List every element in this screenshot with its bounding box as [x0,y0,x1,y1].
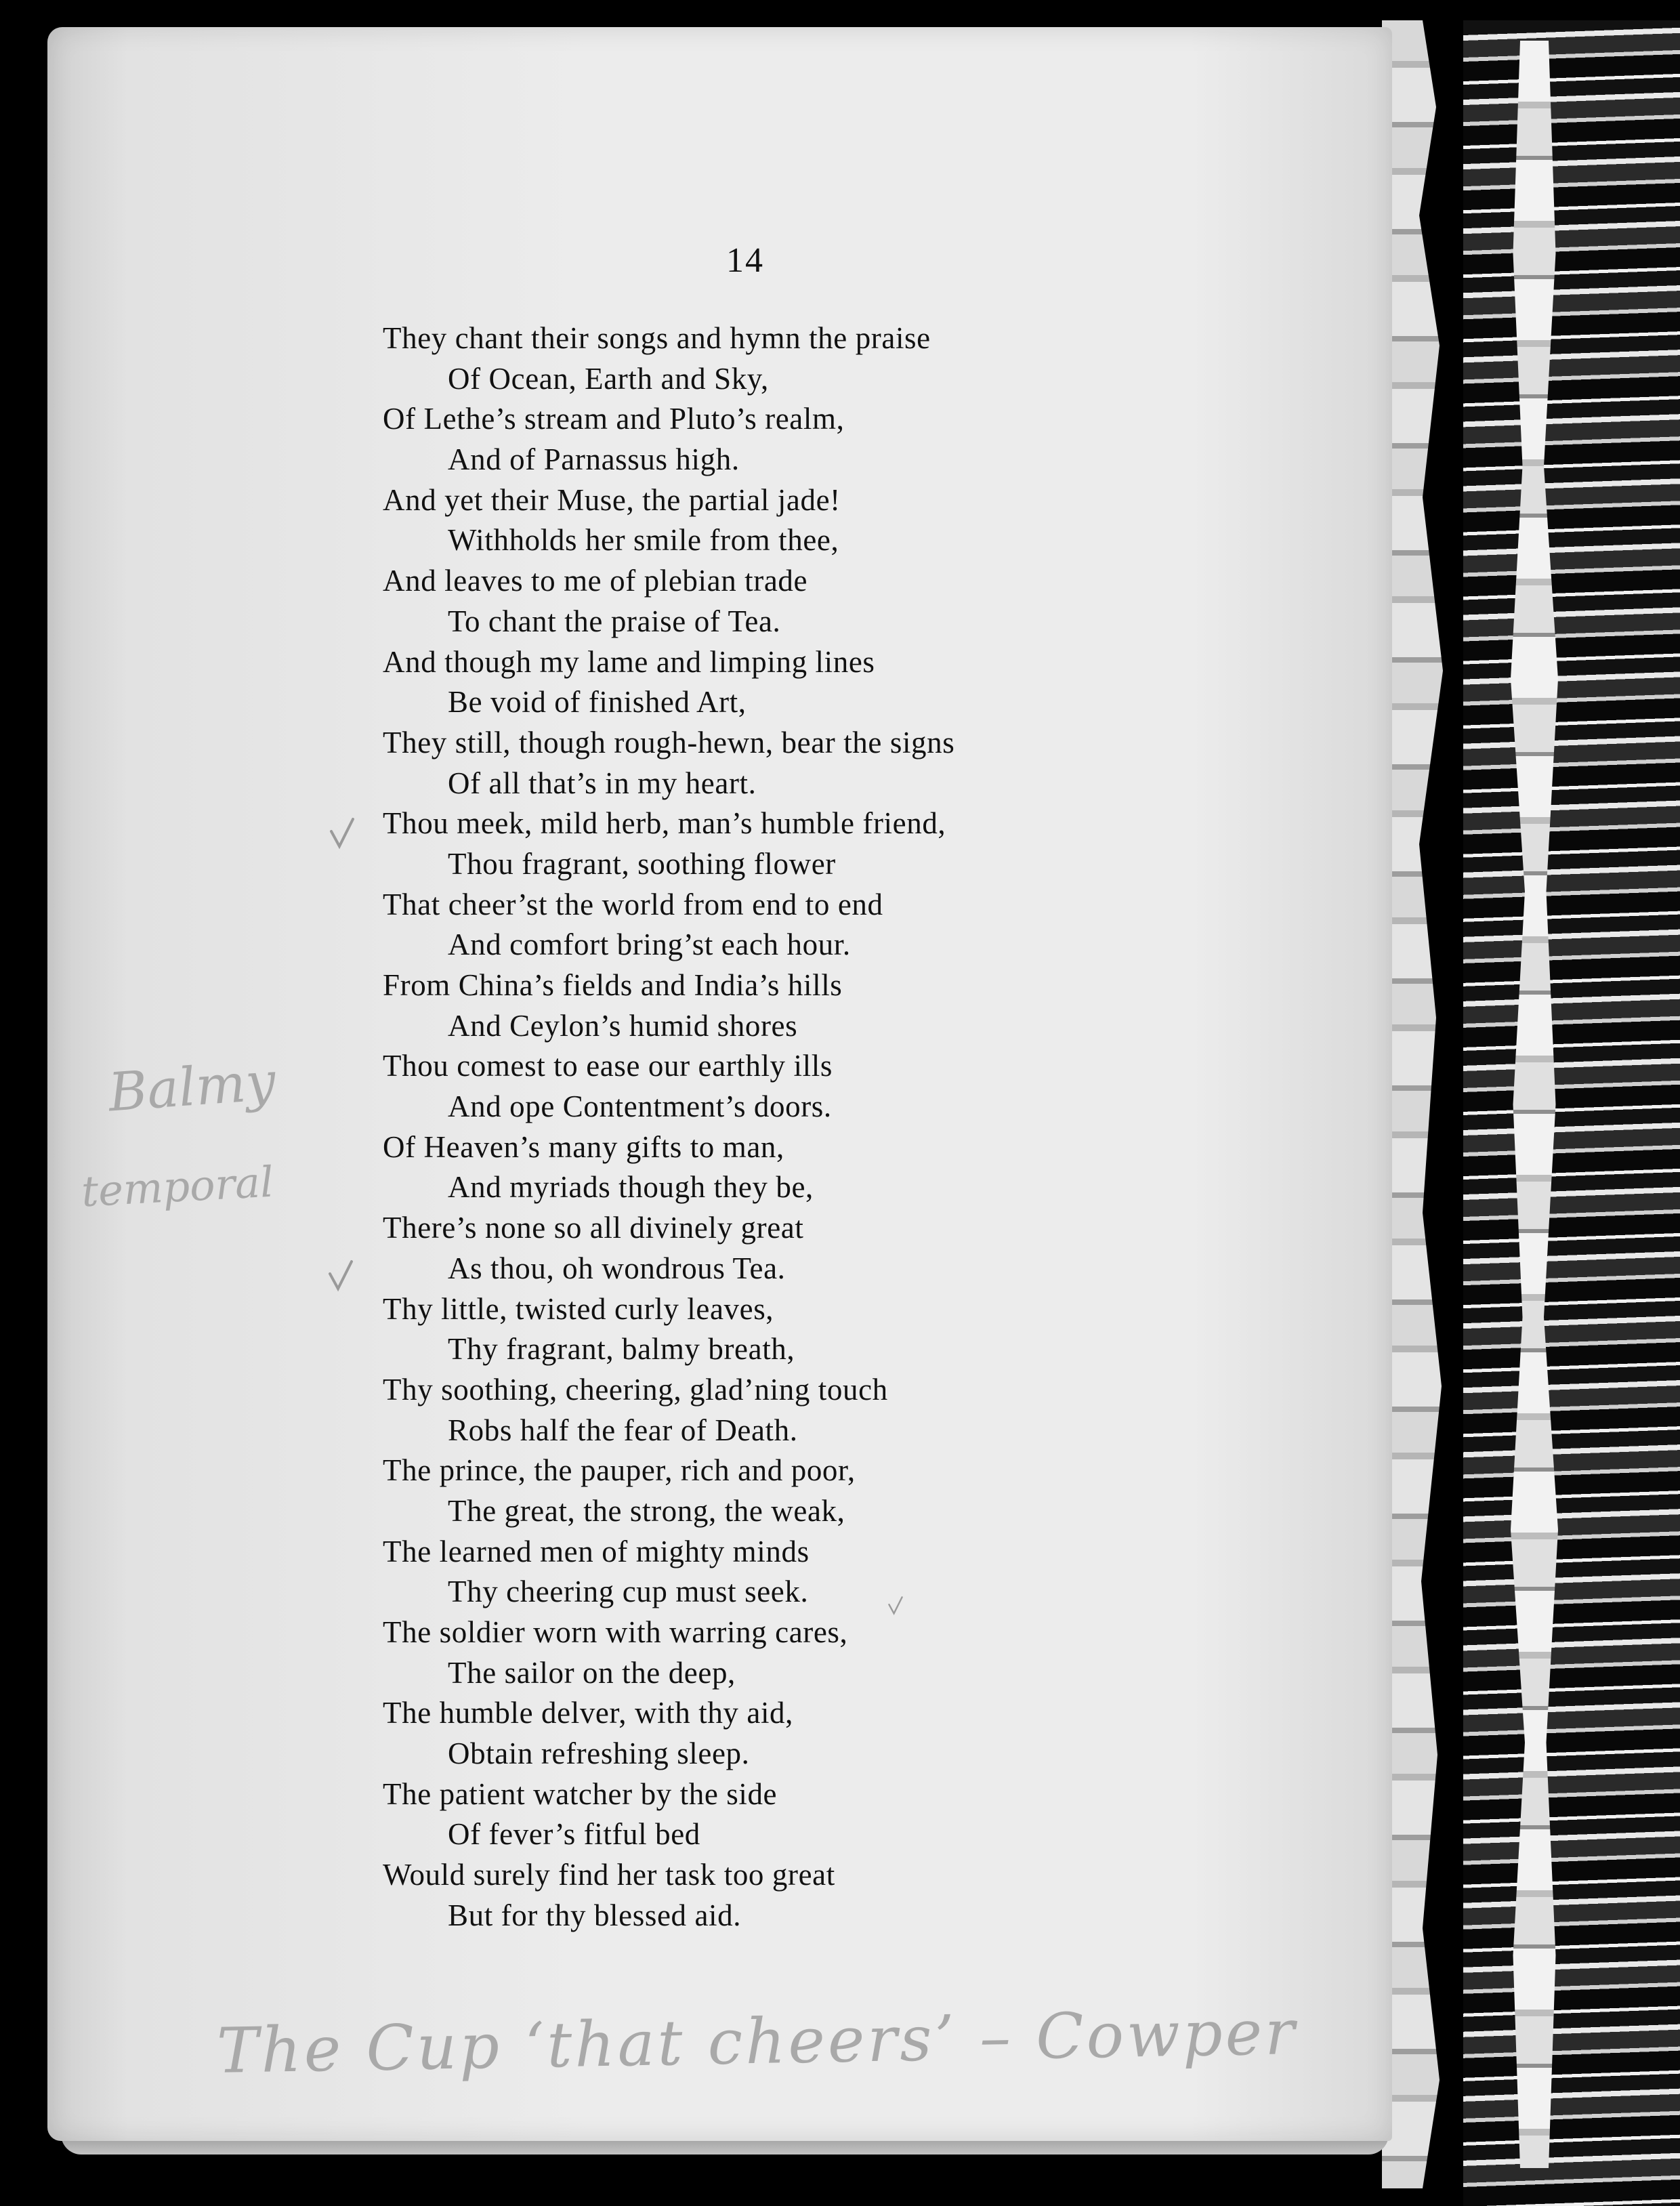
poem-line: That cheer’st the world from end to end [383,887,883,921]
poem-line: They chant their songs and hymn the praise [383,321,931,355]
poem-line: And ope Contentment’s doors. [448,1089,832,1124]
poem-line: There’s none so all divinely great [383,1211,804,1245]
torn-page-edges [1382,20,1450,2188]
poem-line: Thy cheering cup must seek. [448,1575,809,1609]
poem-line: Thou comest to ease our earthly ills [383,1049,833,1083]
poem-line: Thou meek, mild herb, man’s humble friend, [383,806,946,841]
poem-line: The soldier worn with warring cares, [383,1615,848,1649]
poem-line: And leaves to me of plebian trade [383,564,808,598]
poem-line: The prince, the pauper, rich and poor, [383,1453,856,1488]
poem-line: And though my lame and limping lines [383,644,875,679]
poem-line: Of fever’s fitful bed [448,1817,700,1852]
pencil-margin-note-temporal: temporal [80,1157,275,1217]
poem-line: Would surely find her task too great [383,1858,835,1892]
poem-line: The patient watcher by the side [383,1776,778,1811]
poem-line: The humble delver, with thy aid, [383,1696,794,1730]
poem-line: And comfort bring’st each hour. [448,928,851,962]
poem-line: Withholds her smile from thee, [448,523,839,558]
poem-line: The sailor on the deep, [448,1655,736,1690]
pencil-margin-note-balmy: Balmy [106,1051,278,1124]
poem-line: Thou fragrant, soothing flower [448,846,836,881]
poem-line: And of Parnassus high. [448,442,740,477]
page-number: 14 [726,241,764,280]
poem-line: Be void of finished Art, [448,685,747,720]
poem-line: As thou, oh wondrous Tea. [448,1251,786,1285]
poem-line: But for thy blessed aid. [448,1898,742,1932]
poem-line: Of Heaven’s many gifts to man, [383,1129,784,1164]
poem-line: And myriads though they be, [448,1170,814,1205]
poem-line: Of all that’s in my heart. [448,766,757,800]
poem-line: Thy fragrant, balmy breath, [448,1332,795,1367]
poem-line: Thy soothing, cheering, glad’ning touch [383,1372,888,1407]
poem-line: And Ceylon’s humid shores [448,1008,798,1043]
poem-line: Robs half the fear of Death. [448,1413,798,1447]
poem-line: And yet their Muse, the partial jade! [383,482,841,517]
poem-line: They still, though rough-hewn, bear the signs [383,725,955,759]
poem-line: The great, the strong, the weak, [448,1493,845,1528]
check-mark-icon [329,816,356,850]
check-mark-icon [887,1596,904,1616]
book-binding [1463,20,1680,2206]
poem-line: Obtain refreshing sleep. [448,1736,750,1771]
poem-body [383,318,1196,1936]
poem-line: Of Lethe’s stream and Pluto’s realm, [383,402,845,436]
pencil-footer-note: The Cup ‘that cheers’ – Cowper [216,1996,1298,2087]
check-mark-icon [327,1259,354,1293]
poem-line: Thy little, twisted curly leaves, [383,1291,774,1326]
poem-line: Of Ocean, Earth and Sky, [448,361,769,396]
poem-line: The learned men of mighty minds [383,1534,810,1568]
poem-line: From China’s fields and India’s hills [383,968,843,1002]
poem-line: To chant the praise of Tea. [448,604,781,638]
